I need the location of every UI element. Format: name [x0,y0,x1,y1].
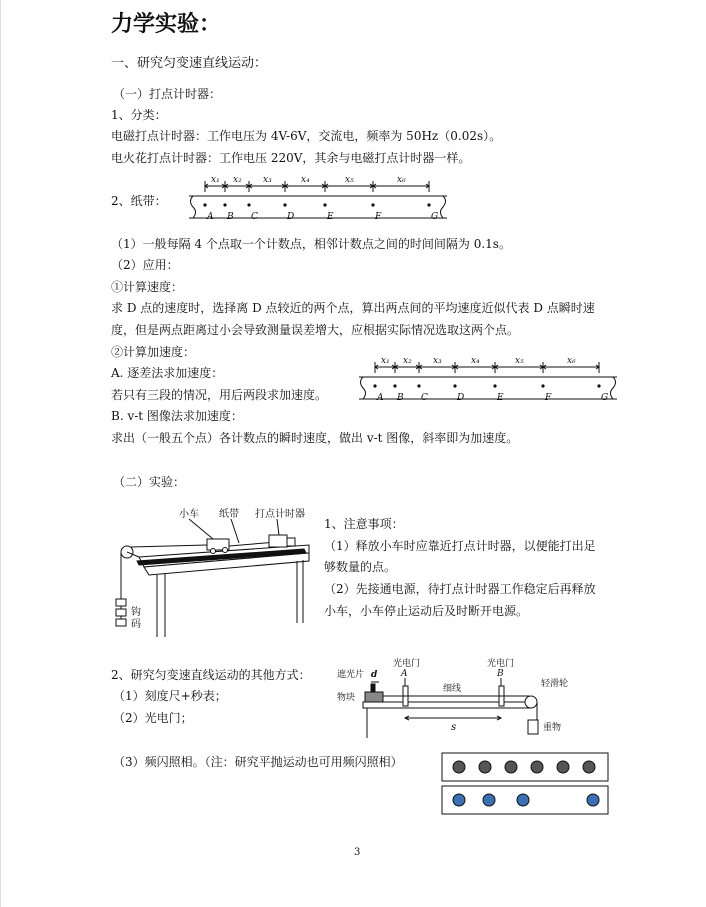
tape1-interval-label-0: x₁ [211,175,220,185]
tape1-point-label-5: F [375,212,382,222]
tape2-dot-0 [373,384,376,387]
tape1-dot-0 [203,203,206,206]
other-methods-heading: 2、研究匀变速直线运动的其他方式： [111,668,311,682]
label-gate-a-letter: A [401,669,408,679]
tape2-point-label-5: F [545,393,552,403]
tape2-dot-4 [493,384,496,387]
label-weight-2: 码 [131,619,141,630]
note-a-line-2: 够数量的点。 [324,560,397,574]
label-gate-a: 光电门 [393,659,421,669]
tape1-interval-label-5: x₆ [397,175,406,185]
note-b-line-1: （2）先接通电源，待打点计时器工作稳定后再释放 [324,582,596,596]
tape1-interval-label-3: x₄ [301,175,310,185]
paper-tape-diagram-1 [187,172,451,224]
tape1-interval-label-4: x₅ [345,175,354,185]
tape2-interval-label-3: x₄ [471,356,480,366]
page-number: 3 [354,847,361,858]
tape2-point-label-4: E [497,393,504,403]
strobe-ball-accelerating-0 [453,794,465,806]
strobe-ball-accelerating-3 [587,794,599,806]
tape2-dot-6 [597,384,600,387]
tape2-dot-5 [541,384,544,387]
tape1-dot-6 [427,203,430,206]
strobe-photo-diagram [441,752,611,816]
calc-speed-heading: ①计算速度： [111,280,184,294]
strobe-ball-uniform-3 [531,761,543,773]
tape2-interval-label-0: x₁ [381,356,390,366]
label-gate-b-letter: B [497,669,504,679]
tape2-point-label-2: C [421,393,428,403]
tape1-dot-3 [283,203,286,206]
speed-description-2: 度，但是两点距离过小会导致测量误差增大，应根据实际情况选取这两个点。 [111,323,520,337]
subsection-heading-timer: （一）打点计时器： [113,87,222,101]
subsection-heading-experiment: （二）实验： [113,475,186,489]
label-tape: 纸带 [219,509,239,520]
method-strobe-photo: （3）频闪照相。（注：研究平抛运动也可用频闪照相） [113,755,403,769]
tape2-interval-label-5: x₆ [567,356,576,366]
note-b-line-2: 小车，小车停止运动后及时断开电源。 [324,604,529,618]
tape2-interval-label-4: x₅ [515,356,524,366]
strobe-ball-uniform-2 [505,761,517,773]
strobe-ball-accelerating-1 [483,794,495,806]
method-a-description: 若只有三段的情况，用后两段求加速度。 [111,388,328,402]
tape2-point-label-3: D [457,393,465,403]
speed-description-1: 求 D 点的速度时，选择离 D 点较近的两个点，算出两点间的平均速度近似代表 D 点瞬时速 [111,301,595,315]
strobe-ball-uniform-0 [453,761,465,773]
notes-heading: 1、注意事项： [324,517,404,531]
page-title: 力学实验： [111,12,222,37]
section-heading-1: 一、研究匀变速直线运动： [111,56,268,71]
paper-tape-diagram-2 [357,353,621,405]
tape2-point-label-0: A [377,393,384,403]
tape1-interval-label-2: x₃ [263,175,272,185]
label-string: 细线 [443,684,462,694]
label-s: s [451,722,457,733]
strobe-ball-uniform-5 [583,761,595,773]
tape1-dot-5 [371,203,374,206]
spark-timer-text: 电火花打点计时器：工作电压 220V，其余与电磁打点计时器一样。 [111,151,471,165]
note-interval: （1）一般每隔 4 个点取一个计数点，相邻计数点之间的时间间隔为 0.1s。 [111,237,511,251]
tape1-point-label-0: A [207,212,214,222]
note-a-line-1: （1）释放小车时应靠近打点计时器，以便能打出足 [324,539,596,553]
label-car: 小车 [179,509,199,520]
label-gate-b: 光电门 [487,659,515,669]
note-application: （2）应用： [111,258,179,272]
tape2-interval-label-1: x₂ [403,356,412,366]
tape1-dot-4 [323,203,326,206]
tape1-dot-2 [247,203,250,206]
label-weight: 重物 [543,723,562,733]
label-shade-plate: 遮光片 [337,670,365,680]
electromagnetic-timer-text: 电磁打点计时器：工作电压为 4V-6V，交流电，频率为 50Hz（0.02s）。 [111,129,502,143]
tape1-interval-label-1: x₂ [233,175,242,185]
tape1-point-label-1: B [227,212,234,222]
method-photogate: （2）光电门； [113,711,193,725]
label-timer: 打点计时器 [255,509,305,520]
strobe-ball-accelerating-2 [517,794,529,806]
tape1-point-label-2: C [251,212,258,222]
photogate-diagram [333,656,603,742]
calc-accel-heading: ②计算加速度： [111,345,196,359]
tape2-dot-1 [393,384,396,387]
tape2-point-label-6: G [601,393,609,403]
label-block: 物块 [337,693,356,703]
method-ruler-stopwatch: （1）刻度尺+秒表； [113,689,227,703]
tape1-point-label-4: E [327,212,334,222]
tape1-point-label-3: D [287,212,295,222]
method-b-heading: B. v-t 图像法求加速度： [111,409,243,423]
tape1-point-label-6: G [431,212,439,222]
strobe-ball-uniform-1 [479,761,491,773]
label-pulley: 轻滑轮 [541,679,569,689]
method-b-description: 求出（一般五个点）各计数点的瞬时速度，做出 v-t 图像，斜率即为加速度。 [111,431,519,445]
tape2-interval-label-2: x₃ [433,356,442,366]
method-a-heading: A. 逐差法求加速度： [111,366,224,380]
tape1-dot-1 [223,203,226,206]
classification-label: 1、分类： [111,108,167,122]
tape2-point-label-1: B [397,393,404,403]
tape2-dot-2 [417,384,420,387]
tape-label: 2、纸带： [111,194,167,208]
strobe-ball-uniform-4 [557,761,569,773]
label-weight-1: 钩 [131,607,141,618]
label-d: d [371,670,378,680]
experiment-apparatus-diagram [109,505,313,645]
tape2-dot-3 [453,384,456,387]
